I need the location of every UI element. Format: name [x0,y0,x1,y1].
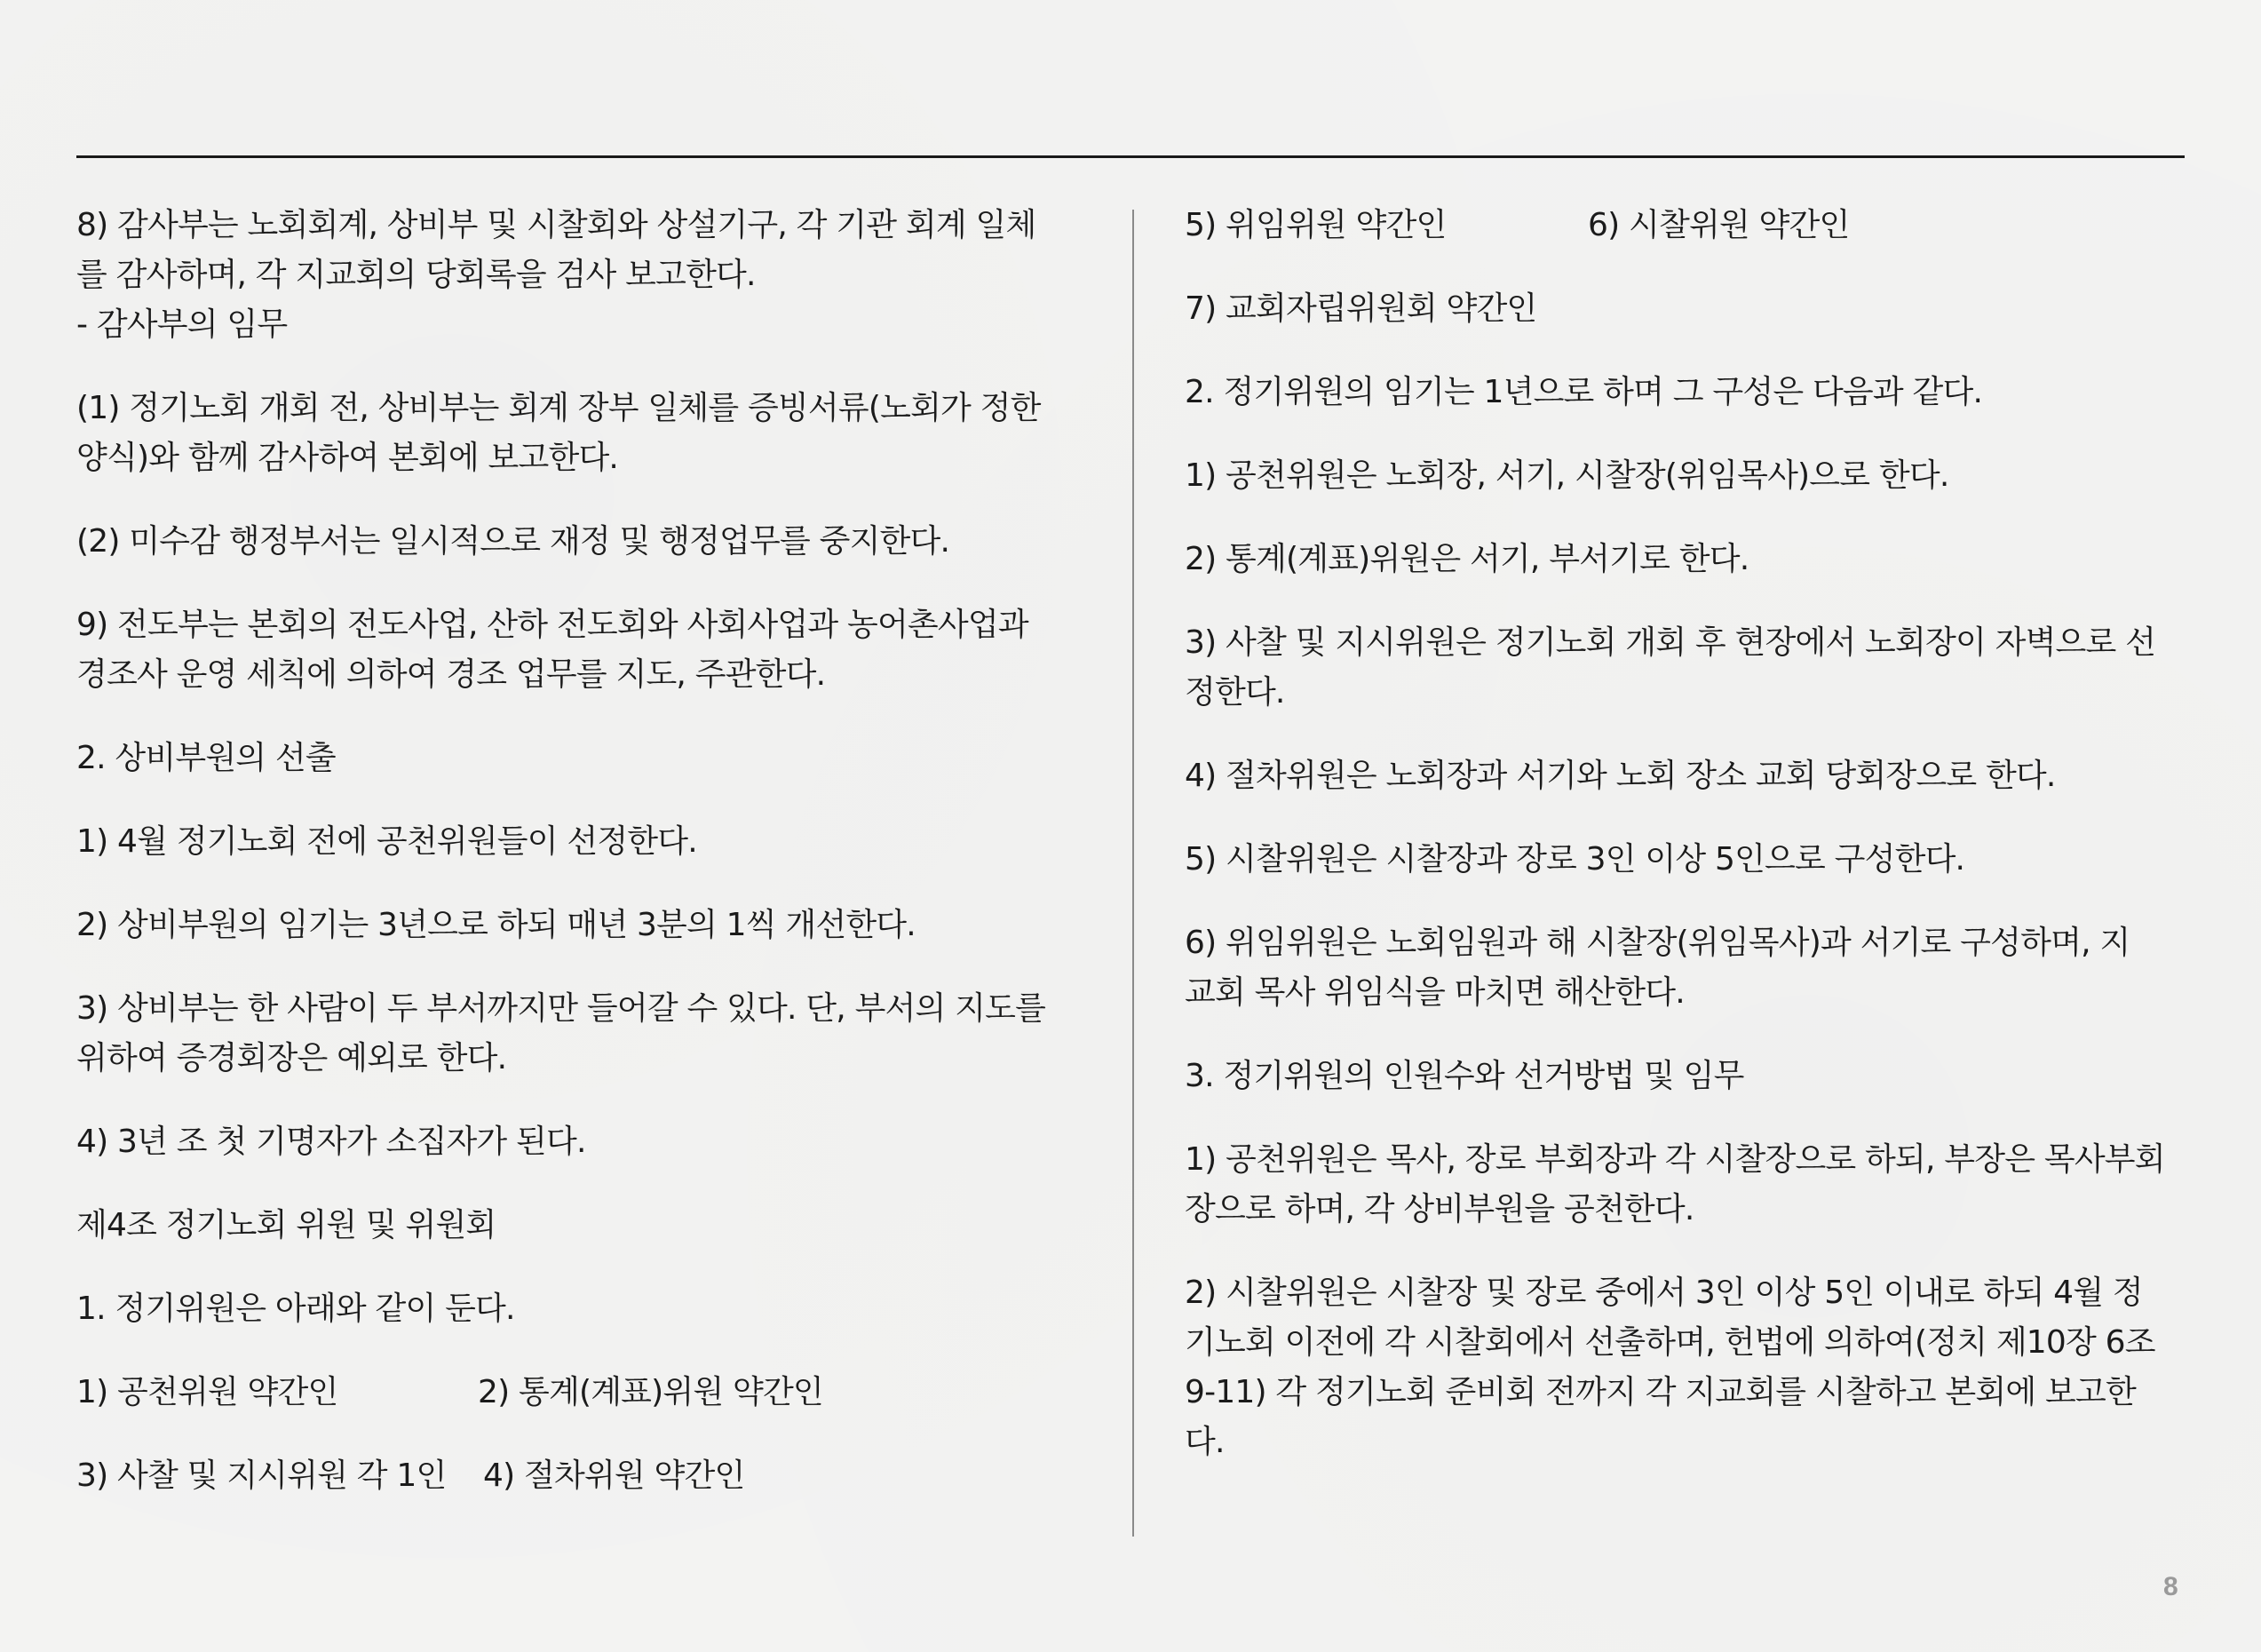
text-line: 경조사 운영 세칙에 의하여 경조 업무를 지도, 주관한다. [76,656,826,693]
text-item: 3) 사찰 및 지시위원 각 1인 [76,1457,447,1494]
text-line: 장으로 하며, 각 상비부원을 공천한다. [1185,1191,1694,1227]
text-line: 1) 4월 정기노회 전에 공천위원들이 선정한다. [76,823,697,860]
text-line: (2) 미수감 행정부서는 일시적으로 재정 및 행정업무를 중지한다. [76,523,950,560]
text-item: 4) 절차위원 약간인 [483,1457,745,1494]
text-line: 양식)와 함께 감사하여 본회에 보고한다. [76,440,619,476]
text-item: 6) 시찰위원 약간인 [1588,207,1850,243]
column-divider [1132,210,1134,1537]
text-item: 5) 위임위원 약간인 [1185,207,1447,243]
text-line: 6) 위임위원은 노회임원과 해 시찰장(위임목사)과 서기로 구성하며, 지 [1185,925,2130,961]
page-number: 8 [2163,1572,2178,1601]
text-line: (1) 정기노회 개회 전, 상비부는 회계 장부 일체를 증빙서류(노회가 정한 [76,390,1041,426]
section-heading: 3. 정기위원의 인원수와 선거방법 및 임무 [1185,1058,1744,1094]
text-line: 2) 시찰위원은 시찰장 및 장로 중에서 3인 이상 5인 이내로 하되 4월 정 [1185,1275,2143,1311]
text-line: 4) 3년 조 첫 기명자가 소집자가 된다. [76,1124,586,1160]
text-line: 3) 상비부는 한 사람이 두 부서까지만 들어갈 수 있다. 단, 부서의 지도를 [76,990,1046,1027]
section-heading: 1. 정기위원은 아래와 같이 둔다. [76,1291,515,1327]
text-line: 2) 상비부원의 임기는 3년으로 하되 매년 3분의 1씩 개선한다. [76,907,916,943]
text-item: 2) 통계(계표)위원 약간인 [478,1374,823,1410]
text-line: 7) 교회자립위원회 약간인 [1185,290,1537,327]
article-heading: 제4조 정기노회 위원 및 위원회 [76,1207,496,1243]
item-pair [76,1373,1084,1412]
text-line: 1) 공천위원은 노회장, 서기, 시찰장(위임목사)으로 한다. [1185,457,1949,494]
text-line: 1) 공천위원은 목사, 장로 부회장과 각 시찰장으로 하되, 부장은 목사부회 [1185,1141,2165,1178]
text-line: 5) 시찰위원은 시찰장과 장로 3인 이상 5인으로 구성한다. [1185,841,1965,878]
text-line: 8) 감사부는 노회회계, 상비부 및 시찰회와 상설기구, 각 기관 회계 일체 [76,207,1036,243]
top-rule [76,155,2185,158]
section-heading: 2. 상비부원의 선출 [76,740,336,776]
item-pair [76,1457,1084,1496]
text-line: 2) 통계(계표)위원은 서기, 부서기로 한다. [1185,541,1749,577]
item-pair [1185,206,2188,245]
text-line: 9-11) 각 정기노회 준비회 전까지 각 지교회를 시찰하고 본회에 보고한 [1185,1374,2136,1410]
text-line: - 감사부의 임무 [76,306,288,343]
text-line: 를 감사하며, 각 지교회의 당회록을 검사 보고한다. [76,257,756,293]
text-line: 교회 목사 위임식을 마치면 해산한다. [1185,974,1685,1011]
text-line: 위하여 증경회장은 예외로 한다. [76,1040,507,1076]
text-line: 정한다. [1185,674,1285,711]
text-line: 9) 전도부는 본회의 전도사업, 산하 전도회와 사회사업과 농어촌사업과 [76,607,1028,643]
text-line: 다. [1185,1424,1225,1460]
text-line: 기노회 이전에 각 시찰회에서 선출하며, 헌법에 의하여(정치 제10장 6조 [1185,1324,2155,1361]
section-heading: 2. 정기위원의 임기는 1년으로 하며 그 구성은 다음과 같다. [1185,374,1983,410]
text-item: 1) 공천위원 약간인 [76,1374,338,1410]
text-line: 3) 사찰 및 지시위원은 정기노회 개회 후 현장에서 노회장이 자벽으로 선 [1185,624,2156,661]
text-line: 4) 절차위원은 노회장과 서기와 노회 장소 교회 당회장으로 한다. [1185,758,2056,794]
